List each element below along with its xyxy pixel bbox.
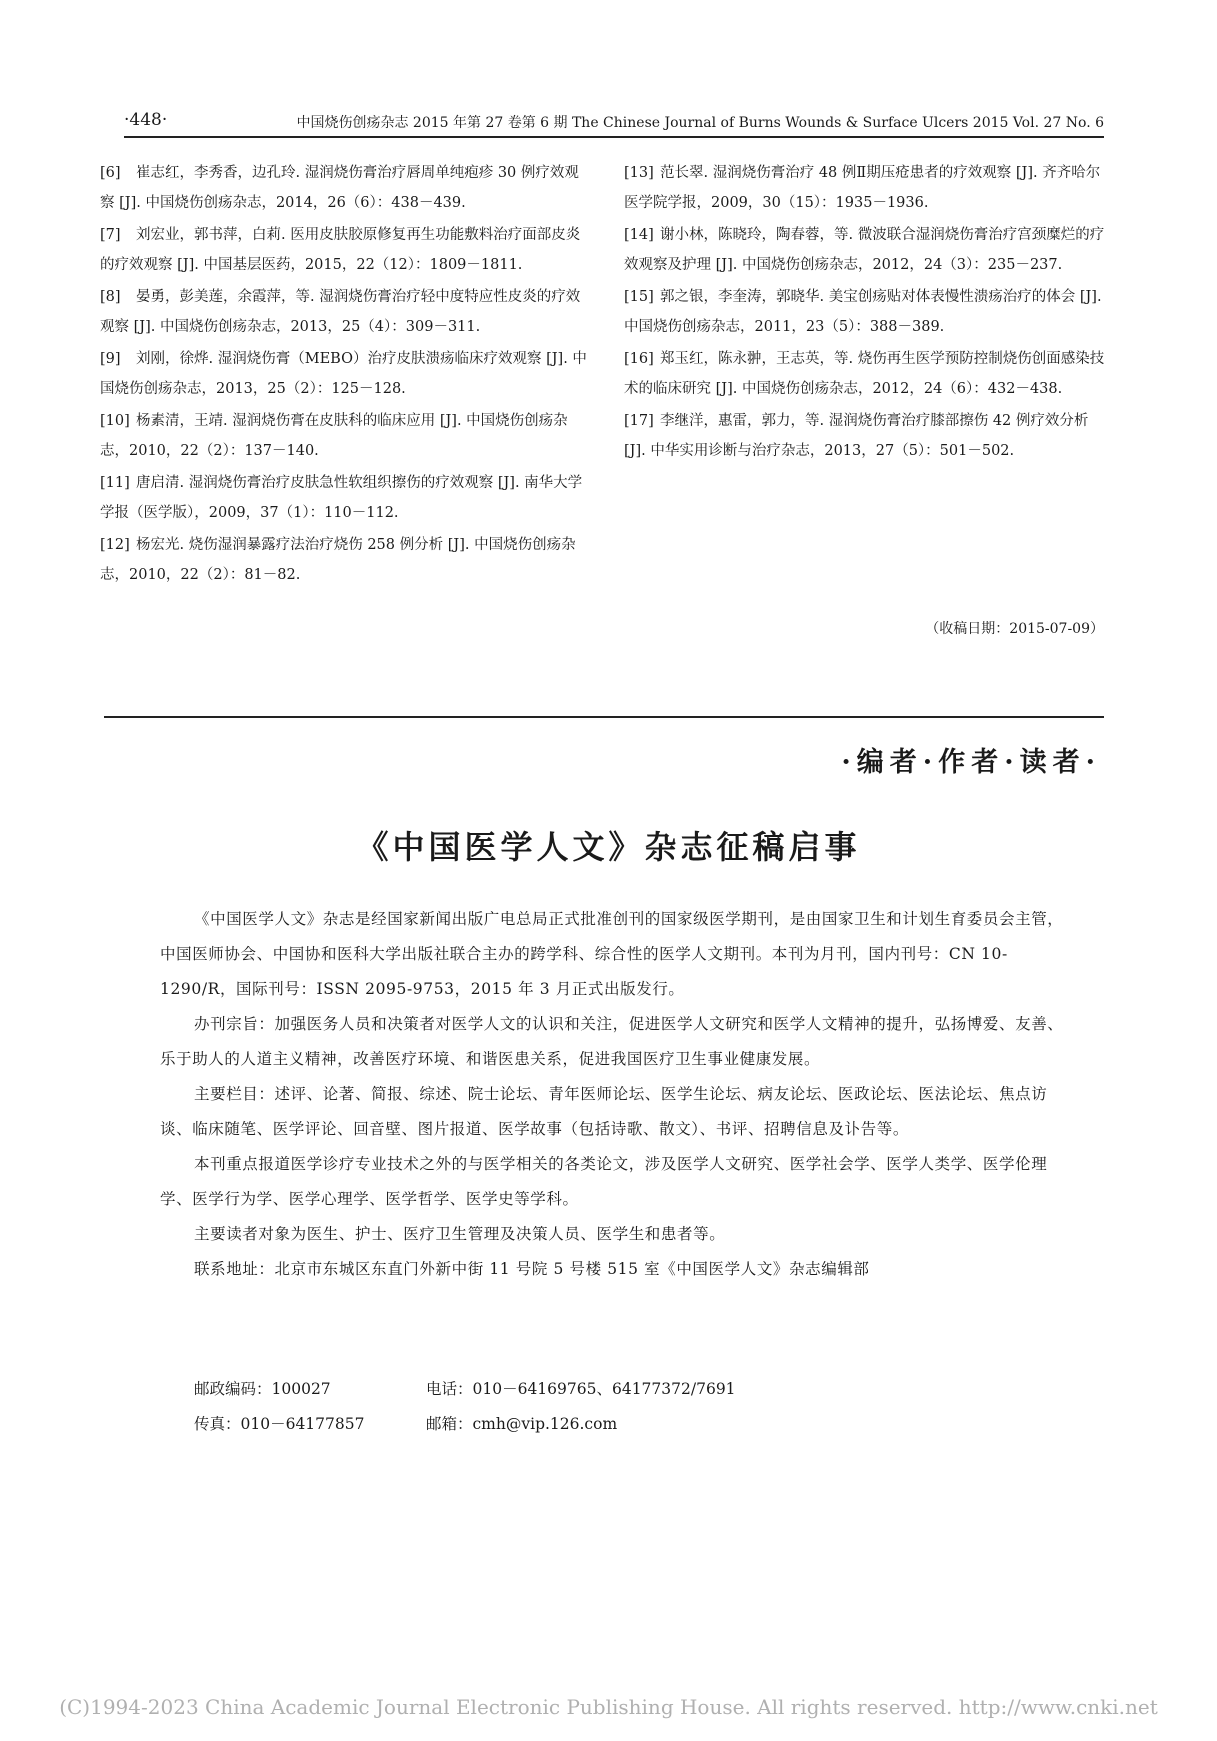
reference-item: [13] 范长翠. 湿润烧伤膏治疗 48 例Ⅱ期压疮患者的疗效观察 [J]. 齐齐哈尔医学院学报，2009，30（15）：1935－1936.: [624, 165, 1101, 211]
reference-item: [15] 郭之银，李奎涛，郭晓华. 美宝创疡贴对体表慢性溃疡治疗的体会 [J]. 中国烧伤创疡杂志，2011，23（5）：388－389.: [624, 289, 1102, 335]
references-right-column: [624, 158, 1114, 468]
column-label: ·编者·作者·读者·: [841, 747, 1101, 778]
notice-body: [160, 902, 1076, 1287]
reference-item: [9] 刘刚，徐烨. 湿润烧伤膏（MEBO）治疗皮肤溃疡临床疗效观察 [J]. 中国烧伤创疡杂志，2013，25（2）：125－128.: [100, 351, 587, 397]
reference-item: [14] 谢小林，陈晓玲，陶春蓉，等. 微波联合湿润烧伤膏治疗宫颈糜烂的疗效观察及护理 [J]. 中国烧伤创疡杂志，2012，24（3）：235－237.: [624, 227, 1105, 273]
notice-paragraph: 主要读者对象为医生、护士、医疗卫生管理及决策人员、医学生和患者等。: [194, 1225, 726, 1243]
reference-item: [10] 杨素清，王靖. 湿润烧伤膏在皮肤科的临床应用 [J]. 中国烧伤创疡杂志，2010，22（2）：137－140.: [100, 413, 568, 459]
notice-paragraph: 《中国医学人文》杂志是经国家新闻出版广电总局正式批准创刊的国家级医学期刊，是由国家卫生和计划生育委员会主管，中国医师协会、中国协和医科大学出版社联合主办的跨学科、综合性的医学人文期刊。本刊为月刊，国内刊号：CN 10-1290/R，国际刊号：ISSN 2095-9753，2015 年 3 月正式出版发行。: [160, 910, 1064, 998]
reference-item: [6] 崔志红，李秀香，边孔玲. 湿润烧伤膏治疗唇周单纯疱疹 30 例疗效观察 [J]. 中国烧伤创疡杂志，2014，26（6）：438－439.: [100, 165, 579, 211]
reference-item: [17] 李继洋，惠雷，郭力，等. 湿润烧伤膏治疗膝部擦伤 42 例疗效分析 [J]. 中华实用诊断与治疗杂志，2013，27（5）：501－502.: [624, 413, 1089, 459]
phone: 电话：010－64169765、64177372/7691: [426, 1380, 736, 1398]
notice-paragraph: 本刊重点报道医学诊疗专业技术之外的与医学相关的各类论文，涉及医学人文研究、医学社会学、医学人类学、医学伦理学、医学行为学、医学心理学、医学哲学、医学史等学科。: [160, 1155, 1048, 1208]
fax: 传真：010－64177857: [194, 1415, 365, 1433]
received-date: （收稿日期：2015-07-09）: [925, 621, 1104, 637]
reference-item: [11] 唐启清. 湿润烧伤膏治疗皮肤急性软组织擦伤的疗效观察 [J]. 南华大学学报（医学版），2009，37（1）：110－112.: [100, 475, 583, 521]
postcode: 邮政编码：100027: [194, 1380, 331, 1398]
notice-paragraph: 办刊宗旨：加强医务人员和决策者对医学人文的认识和关注，促进医学人文研究和医学人文精神的提升，弘扬博爱、友善、乐于助人的人道主义精神，改善医疗环境、和谐医患关系，促进我国医疗卫生事业健康发展。: [160, 1015, 1064, 1068]
reference-item: [8] 晏勇，彭美莲，余霞萍，等. 湿润烧伤膏治疗轻中度特应性皮炎的疗效观察 [J]. 中国烧伤创疡杂志，2013，25（4）：309－311.: [100, 289, 581, 335]
reference-item: [12] 杨宏光. 烧伤湿润暴露疗法治疗烧伤 258 例分析 [J]. 中国烧伤创疡杂志，2010，22（2）：81－82.: [100, 537, 576, 583]
notice-title: 《中国医学人文》杂志征稿启事: [356, 828, 861, 866]
section-divider: [104, 716, 1104, 718]
header-rule: [124, 136, 1104, 138]
email: 邮箱：cmh@vip.126.com: [426, 1415, 618, 1433]
copyright-footer: (C)1994-2023 China Academic Journal Electronic Publishing House. All rights reserved. http://www.cnki.net: [59, 1695, 1158, 1719]
reference-item: [7] 刘宏业，郭书萍，白莉. 医用皮肤胶原修复再生功能敷料治疗面部皮炎的疗效观察 [J]. 中国基层医药，2015，22（12）：1809－1811.: [100, 227, 581, 273]
references-left-column: [100, 158, 590, 592]
notice-paragraph: 联系地址：北京市东城区东直门外新中街 11 号院 5 号楼 515 室《中国医学人文》杂志编辑部: [194, 1260, 870, 1278]
page-number: ·448·: [124, 110, 168, 130]
notice-paragraph: 主要栏目：述评、论著、简报、综述、院士论坛、青年医师论坛、医学生论坛、病友论坛、医政论坛、医法论坛、焦点访谈、临床随笔、医学评论、回音壁、图片报道、医学故事（包括诗歌、散文）、书评、招聘信息及讣告等。: [160, 1085, 1048, 1138]
page-header: [124, 106, 1104, 136]
reference-item: [16] 郑玉红，陈永翀，王志英，等. 烧伤再生医学预防控制烧伤创面感染技术的临床研究 [J]. 中国烧伤创疡杂志，2012，24（6）：432－438.: [624, 351, 1105, 397]
running-head: 中国烧伤创疡杂志 2015 年第 27 卷第 6 期 The Chinese Journal of Burns Wounds & Surface Ulcers 2015 Vol. 27 No. 6: [296, 115, 1104, 131]
